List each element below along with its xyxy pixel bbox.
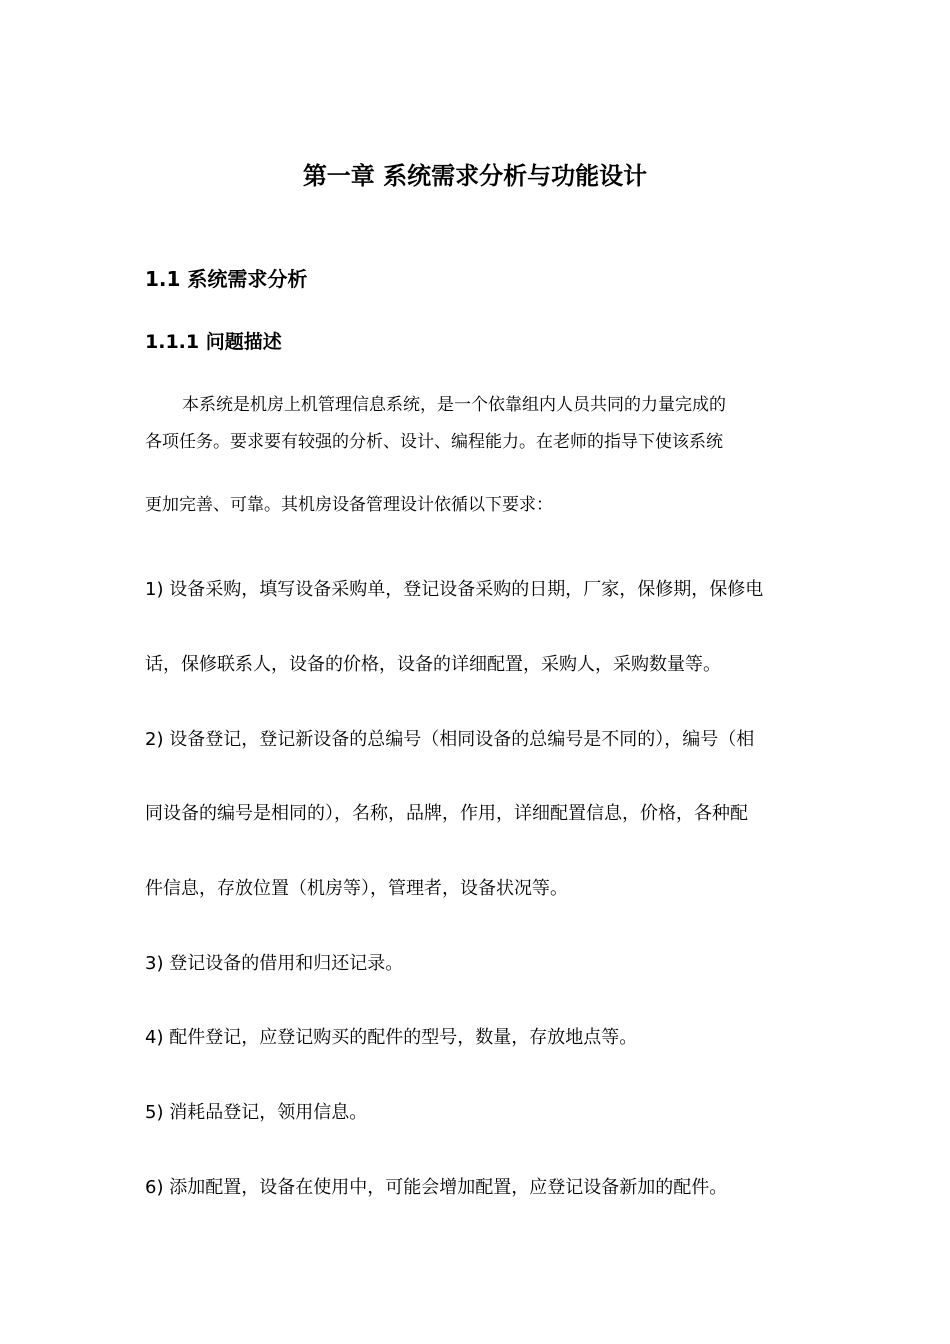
intro-line-3 (145, 491, 553, 519)
requirement-5: 5) 消耗品登记，领用信息。 (145, 1102, 368, 1123)
section-heading: 1.1 系统需求分析 (145, 267, 308, 291)
requirement-2-line-2: 同设备的编号是相同的），名称，品牌，作用，详细配置信息，价格，各种配 (145, 803, 748, 824)
requirement-2-line-3: 件信息，存放位置（机房等），管理者，设备状况等。 (145, 878, 568, 899)
intro-line-3-post: 设计依循以下要求： (400, 495, 553, 515)
requirement-1-line-2: 话，保修联系人，设备的价格，设备的详细配置，采购人，采购数量等。 (145, 654, 721, 675)
intro-line-2: 各项任务。要求要有较强的分析、设计、编程能力。在老师的指导下使该系统 (145, 432, 723, 452)
requirement-2-line-1: 2) 设备登记，登记新设备的总编号（相同设备的总编号是不同的），编号（相 (145, 729, 755, 750)
intro-line-3-pre: 更加完善、可靠。其 (145, 495, 298, 515)
requirement-3: 3) 登记设备的借用和归还记录。 (145, 953, 404, 974)
requirement-4: 4) 配件登记，应登记购买的配件的型号，数量，存放地点等。 (145, 1027, 638, 1048)
requirement-1-line-1: 1) 设备采购，填写设备采购单，登记设备采购的日期，厂家，保修期，保修电 (145, 579, 764, 600)
subsection-heading: 1.1.1 问题描述 (145, 331, 282, 353)
intro-line-1: 本系统是机房上机管理信息系统，是一个依靠组内人员共同的力量完成的 (182, 395, 726, 415)
requirement-6: 6) 添加配置，设备在使用中，可能会增加配置，应登记设备新加的配件。 (145, 1177, 728, 1198)
chapter-title: 第一章 系统需求分析与功能设计 (302, 162, 648, 190)
intro-line-3-highlight: 机房设备管理 (298, 495, 400, 515)
